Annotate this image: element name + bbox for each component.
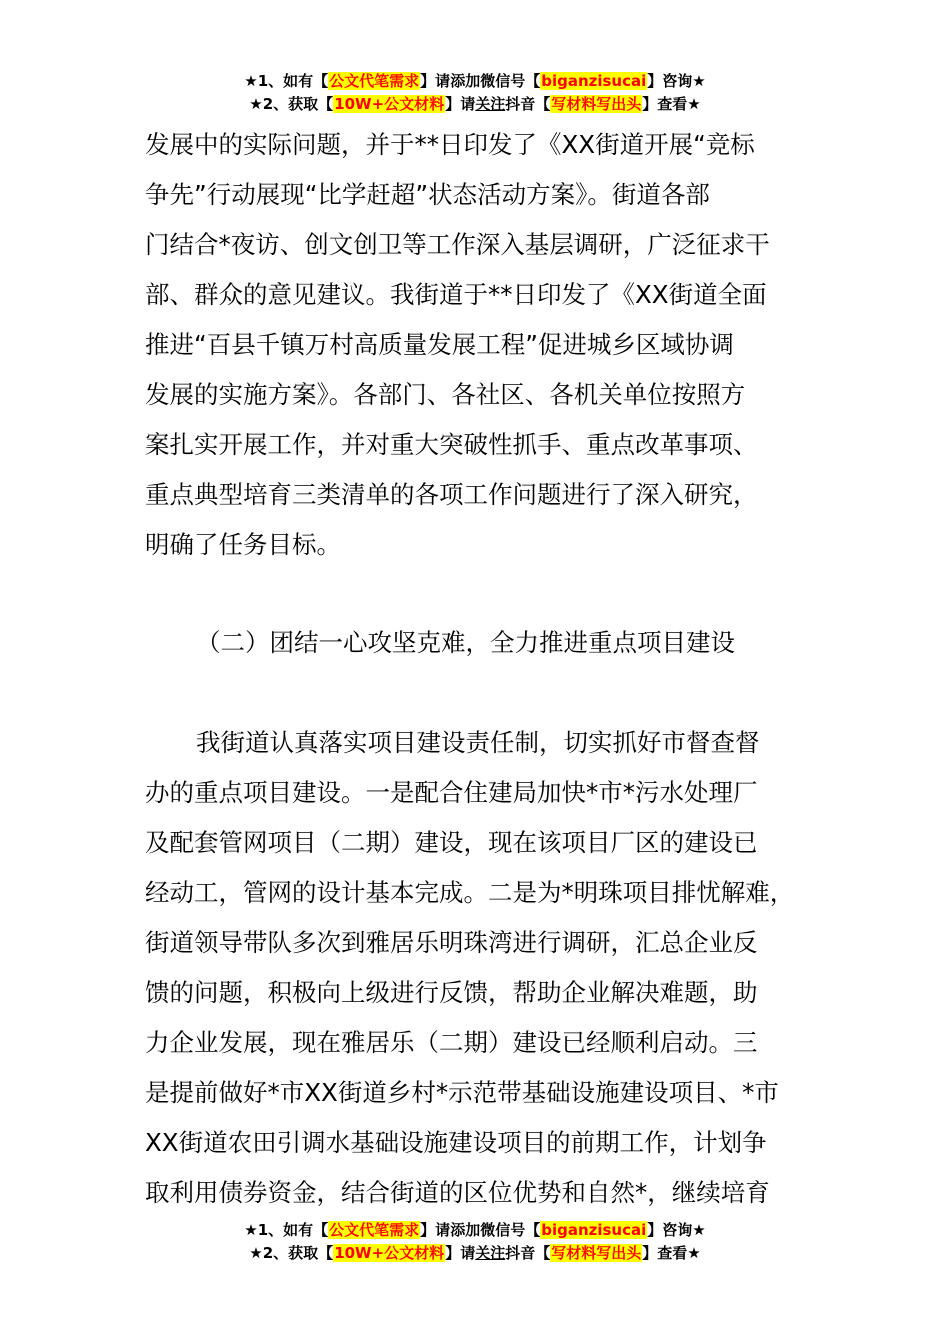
banner-prefix: ★1、如有【 bbox=[244, 1221, 329, 1239]
text-line: 部、群众的意见建议。我街道于**日印发了《XX街道全面 bbox=[145, 280, 767, 309]
banner-prefix: ★1、如有【 bbox=[244, 72, 329, 90]
douyin-account-highlight: 写材料写出头 bbox=[551, 1244, 642, 1262]
header-banner-line-2 bbox=[0, 93, 950, 115]
banner-emphasis: 关注 bbox=[475, 95, 506, 113]
text-line: 发展的实施方案》。各部门、各社区、各机关单位按照方 bbox=[145, 380, 746, 409]
banner-suffix: 】查看★ bbox=[642, 95, 701, 113]
text-line: 是提前做好*市XX街道乡村*示范带基础设施建设项目、*市 bbox=[145, 1078, 779, 1107]
text-line: 推进“百县千镇万村高质量发展工程”促进城乡区域协调 bbox=[145, 330, 734, 359]
banner-text: 】请 bbox=[445, 95, 476, 113]
text-line: 及配套管网项目（二期）建设，现在该项目厂区的建设已 bbox=[145, 828, 758, 857]
text-line: 街道领导带队多次到雅居乐明珠湾进行调研，汇总企业反 bbox=[145, 928, 758, 957]
banner-text: 抖音【 bbox=[505, 95, 551, 113]
footer-banner-line-1 bbox=[0, 1219, 950, 1241]
paragraph-2 bbox=[145, 718, 835, 1218]
banner-text: 】请 bbox=[420, 1221, 451, 1239]
banner-text: 微信号【 bbox=[480, 72, 541, 90]
banner-suffix: 】咨询★ bbox=[647, 1221, 706, 1239]
banner-highlight: 公文代笔需求 bbox=[329, 72, 420, 90]
section-heading-text: （二）团结一心攻坚克难，全力推进重点项目建设 bbox=[196, 628, 735, 657]
text-line: 取利用债券资金，结合街道的区位优势和自然*，继续培育 bbox=[145, 1178, 770, 1207]
text-line: 我街道认真落实项目建设责任制，切实抓好市督查督 bbox=[196, 728, 760, 757]
banner-prefix: ★2、获取【 bbox=[249, 1244, 334, 1262]
banner-highlight: 10W+公文材料 bbox=[334, 95, 445, 113]
paragraph-1 bbox=[145, 120, 835, 570]
text-line: 馈的问题，积极向上级进行反馈，帮助企业解决难题，助 bbox=[145, 978, 758, 1007]
wechat-id-highlight: biganzisucai bbox=[541, 72, 647, 90]
text-line: 门结合*夜访、创文创卫等工作深入基层调研，广泛征求干 bbox=[145, 230, 770, 259]
text-line: 办的重点项目建设。一是配合住建局加快*市*污水处理厂 bbox=[145, 778, 758, 807]
text-line: 明确了任务目标。 bbox=[145, 530, 341, 559]
banner-text: 】请 bbox=[420, 72, 451, 90]
banner-suffix: 】查看★ bbox=[642, 1244, 701, 1262]
banner-emphasis: 添加 bbox=[450, 72, 481, 90]
banner-text: 微信号【 bbox=[480, 1221, 541, 1239]
text-line: 案扎实开展工作，并对重大突破性抓手、重点改革事项、 bbox=[145, 430, 758, 459]
banner-text: 抖音【 bbox=[505, 1244, 551, 1262]
text-line: 经动工，管网的设计基本完成。二是为*明珠项目排忧解难， bbox=[145, 878, 795, 907]
banner-highlight: 10W+公文材料 bbox=[334, 1244, 445, 1262]
banner-emphasis: 关注 bbox=[475, 1244, 506, 1262]
text-line: 力企业发展，现在雅居乐（二期）建设已经顺利启动。三 bbox=[145, 1028, 758, 1057]
banner-highlight: 公文代笔需求 bbox=[329, 1221, 420, 1239]
text-line: 重点典型培育三类清单的各项工作问题进行了深入研究， bbox=[145, 480, 758, 509]
banner-suffix: 】咨询★ bbox=[647, 72, 706, 90]
text-line: XX街道农田引调水基础设施建设项目的前期工作，计划争 bbox=[145, 1128, 767, 1157]
wechat-id-highlight: biganzisucai bbox=[541, 1221, 647, 1239]
header-banner-line-1 bbox=[0, 70, 950, 92]
section-heading bbox=[196, 618, 886, 668]
text-line: 争先”行动展现“比学赶超”状态活动方案》。街道各部 bbox=[145, 180, 710, 209]
footer-banner-line-2 bbox=[0, 1242, 950, 1264]
banner-text: 】请 bbox=[445, 1244, 476, 1262]
text-line: 发展中的实际问题，并于**日印发了《XX街道开展“竞标 bbox=[145, 130, 755, 159]
banner-emphasis: 添加 bbox=[450, 1221, 481, 1239]
banner-prefix: ★2、获取【 bbox=[249, 95, 334, 113]
douyin-account-highlight: 写材料写出头 bbox=[551, 95, 642, 113]
